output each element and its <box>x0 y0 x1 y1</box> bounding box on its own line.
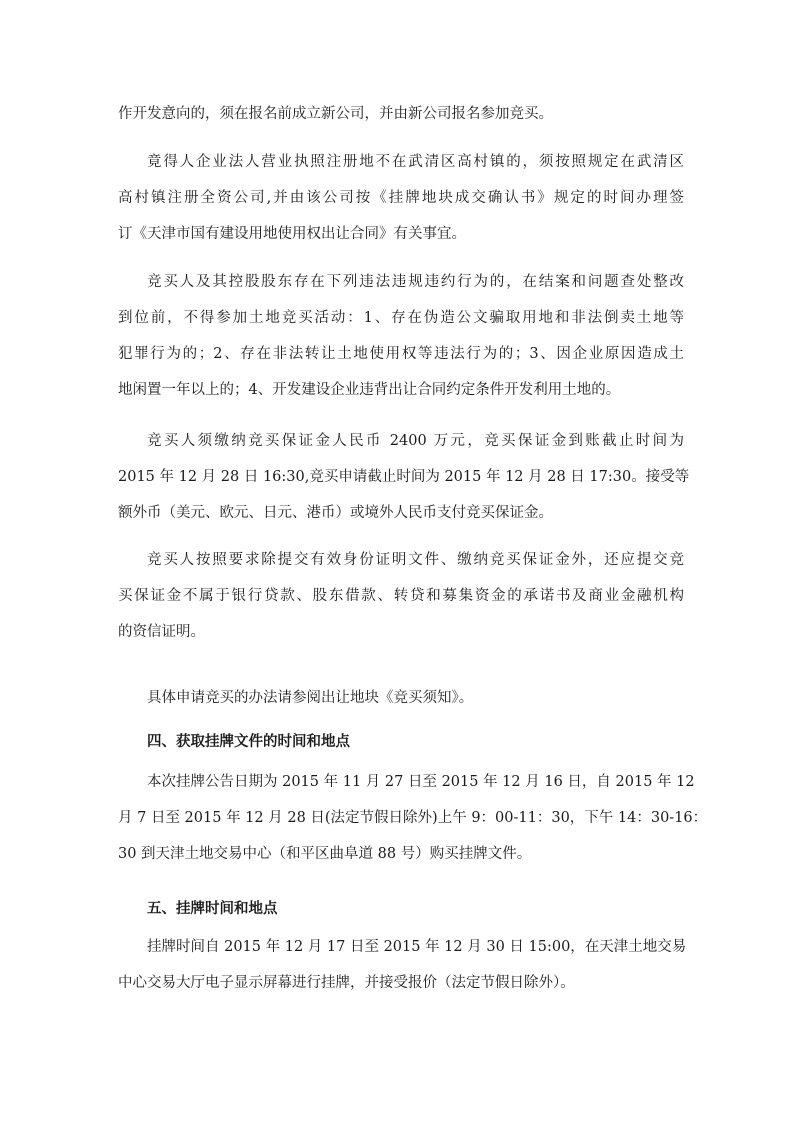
text-line: 挂牌时间自 2015 年 12 月 17 日至 2015 年 12 月 30 日 15:00，在天津土地交易 <box>147 939 687 955</box>
text-line: 买保证金不属于银行贷款、股东借款、转贷和募集资金的承诺书及商业金融机构 <box>118 588 684 604</box>
text-line: 订《天津市国有建设用地使用权出让合同》有关事宜。 <box>118 226 466 242</box>
text-line: 犯罪行为的；2、存在非法转让土地使用权等违法行为的；3、因企业原因造成土 <box>118 346 684 362</box>
text-line: 竞买人按照要求除提交有效身份证明文件、缴纳竞买保证金外，还应提交竞 <box>147 552 684 568</box>
paragraph-new-company <box>118 96 684 132</box>
text-line: 额外币（美元、欧元、日元、港币）或境外人民币支付竞买保证金。 <box>118 505 553 521</box>
text-line: 具体申请竞买的办法请参阅出让地块《竞买须知》。 <box>147 690 474 706</box>
text-line: 本次挂牌公告日期为 2015 年 11 月 27 日至 2015 年 12 月 16 日，自 2015 年 12 <box>147 774 695 790</box>
text-line: 地闲置一年以上的；4、开发建设企业违背出让合同约定条件开发利用土地的。 <box>118 382 621 398</box>
text-line: 到位前，不得参加土地竞买活动：1、存在伪造公文骗取用地和非法倒卖土地等 <box>118 310 684 326</box>
text-line: 月 7 日至 2015 年 12 月 28 日(法定节假日除外)上午 9：00-11：30，下午 14：30-16： <box>118 810 708 826</box>
text-line: 竞买人及其控股股东存在下列违法违规违约行为的，在结案和问题查处整改 <box>147 274 684 290</box>
paragraph-listing-time <box>118 929 687 1001</box>
section-heading-4: 四、获取挂牌文件的时间和地点 <box>147 734 350 750</box>
paragraph-documents <box>118 542 684 650</box>
paragraph-deposit <box>118 423 690 531</box>
text-line: 作开发意向的，须在报名前成立新公司，并由新公司报名参加竞买。 <box>118 106 553 122</box>
paragraph-obtain-documents <box>118 764 708 872</box>
text-line: 30 到天津土地交易中心（和平区曲阜道 88 号）购买挂牌文件。 <box>118 846 532 862</box>
paragraph-registration <box>118 144 684 252</box>
text-line: 竟得人企业法人营业执照注册地不在武清区高村镇的，须按照规定在武清区 <box>147 154 684 170</box>
paragraph-violations <box>118 264 684 408</box>
text-line: 中心交易大厅电子显示屏幕进行挂牌，并接受报价（法定节假日除外）。 <box>118 975 575 991</box>
text-line: 2015 年 12 月 28 日 16:30,竞买申请截止时间为 2015 年 12 月 28 日 17:30。接受等 <box>118 469 690 485</box>
text-line: 的资信证明。 <box>118 624 205 640</box>
paragraph-bidding-notice <box>118 680 684 716</box>
text-line: 高村镇注册全资公司,并由该公司按《挂牌地块成交确认书》规定的时间办理签 <box>118 190 684 206</box>
text-line: 竞买人须缴纳竞买保证金人民币 2400 万元，竞买保证金到账截止时间为 <box>147 433 684 449</box>
section-heading-5: 五、挂牌时间和地点 <box>147 901 278 917</box>
